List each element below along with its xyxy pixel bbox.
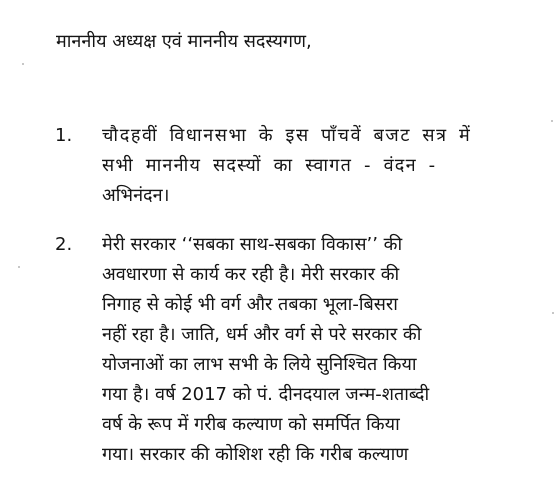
scan-speck [551,120,553,122]
scan-speck [18,266,20,268]
paragraph-line: चौदहवीं विधानसभा के इस पाँचवें बजट सत्र में [102,125,472,146]
paragraph-line: अवधारणा से कार्य कर रही है। मेरी सरकार की [102,264,400,285]
paragraph-line: निगाह से कोई भी वर्ग और तबका भूला-बिसरा [102,294,398,315]
paragraph-line: अभिनंदन। [102,185,170,206]
paragraph-body [102,121,522,211]
paragraph-line: गया। सरकार की कोशिश रही कि गरीब कल्याण [102,444,409,465]
paragraph-line: मेरी सरकार ‘‘सबका साथ-सबका विकास’’ की [102,234,403,255]
scan-speck [22,63,24,65]
salutation-text: माननीय अध्यक्ष एवं माननीय सदस्यगण, [56,31,312,52]
paragraph-line: गया है। वर्ष 2017 को पं. दीनदयाल जन्म-शताब्दी [102,384,430,405]
paragraph-body [102,230,522,470]
paragraph-line: वर्ष के रूप में गरीब कल्याण को समर्पित किया [102,414,400,435]
paragraph-line: सभी माननीय सदस्यों का स्वागत - वंदन - [102,155,437,176]
paragraph-number: 1. [55,125,73,146]
paragraph-number: 2. [55,234,73,255]
paragraph-line: नहीं रहा है। जाति, धर्म और वर्ग से परे सरकार की [102,324,422,345]
paragraph-line: योजनाओं का लाभ सभी के लिये सुनिश्चित किया [102,354,417,375]
scan-speck [552,312,554,314]
